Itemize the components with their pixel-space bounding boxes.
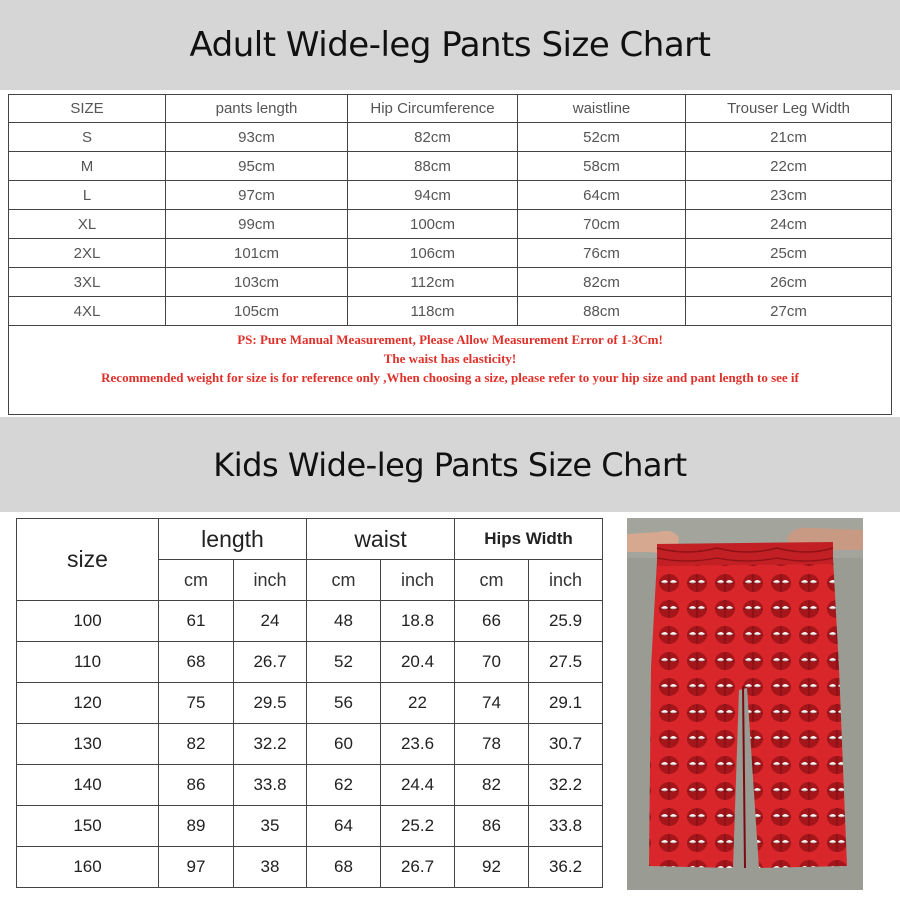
kids-cell: 75 xyxy=(159,683,234,724)
adult-cell: 4XL xyxy=(9,297,166,326)
kids-header-hips-width: Hips Width xyxy=(455,519,603,560)
adult-cell: 52cm xyxy=(518,123,686,152)
adult-cell: 105cm xyxy=(166,297,348,326)
table-row xyxy=(9,268,892,297)
table-row xyxy=(9,152,892,181)
adult-notes-row xyxy=(9,326,892,415)
adult-cell: 82cm xyxy=(348,123,518,152)
kids-cell: 26.7 xyxy=(234,642,307,683)
kids-cell: 92 xyxy=(455,847,529,888)
adult-cell: 23cm xyxy=(686,181,892,210)
adult-header-size: SIZE xyxy=(9,95,166,123)
adult-header-hip: Hip Circumference xyxy=(348,95,518,123)
kids-cell: 89 xyxy=(159,806,234,847)
kids-cell: 61 xyxy=(159,601,234,642)
kids-unit-header: inch xyxy=(381,560,455,601)
kids-cell: 25.2 xyxy=(381,806,455,847)
note-size-recommendation: Recommended weight for size is for reference only ,When choosing a size, please refer to your hip size and pant length to see if xyxy=(101,370,799,385)
kids-unit-header: cm xyxy=(307,560,381,601)
kids-cell: 140 xyxy=(17,765,159,806)
adult-cell: 64cm xyxy=(518,181,686,210)
kids-cell: 130 xyxy=(17,724,159,765)
kids-cell: 82 xyxy=(455,765,529,806)
kids-cell: 68 xyxy=(159,642,234,683)
adult-header-waistline: waistline xyxy=(518,95,686,123)
kids-size-table xyxy=(16,518,603,888)
adult-cell: 82cm xyxy=(518,268,686,297)
adult-chart-title: Adult Wide-leg Pants Size Chart xyxy=(0,0,900,90)
kids-cell: 26.7 xyxy=(381,847,455,888)
kids-cell: 27.5 xyxy=(529,642,603,683)
adult-cell: 58cm xyxy=(518,152,686,181)
kids-unit-header: cm xyxy=(455,560,529,601)
adult-cell: 70cm xyxy=(518,210,686,239)
kids-cell: 120 xyxy=(17,683,159,724)
kids-cell: 20.4 xyxy=(381,642,455,683)
adult-cell: 94cm xyxy=(348,181,518,210)
kids-cell: 24 xyxy=(234,601,307,642)
kids-cell: 74 xyxy=(455,683,529,724)
kids-cell: 32.2 xyxy=(234,724,307,765)
kids-cell: 22 xyxy=(381,683,455,724)
kids-header-size: size xyxy=(17,519,159,601)
adult-cell: 106cm xyxy=(348,239,518,268)
kids-cell: 33.8 xyxy=(234,765,307,806)
adult-header-leg-width: Trouser Leg Width xyxy=(686,95,892,123)
adult-header-row xyxy=(9,95,892,123)
adult-cell: 101cm xyxy=(166,239,348,268)
kids-cell: 97 xyxy=(159,847,234,888)
adult-cell: 21cm xyxy=(686,123,892,152)
adult-cell: 97cm xyxy=(166,181,348,210)
adult-cell: 95cm xyxy=(166,152,348,181)
kids-cell: 86 xyxy=(455,806,529,847)
kids-cell: 32.2 xyxy=(529,765,603,806)
kids-cell: 48 xyxy=(307,601,381,642)
kids-cell: 100 xyxy=(17,601,159,642)
waistband xyxy=(657,542,833,566)
table-row xyxy=(17,683,603,724)
adult-cell: 25cm xyxy=(686,239,892,268)
kids-unit-header: inch xyxy=(234,560,307,601)
kids-header-length: length xyxy=(159,519,307,560)
adult-cell: 100cm xyxy=(348,210,518,239)
adult-cell: 93cm xyxy=(166,123,348,152)
adult-cell: 22cm xyxy=(686,152,892,181)
table-row xyxy=(9,239,892,268)
kids-cell: 150 xyxy=(17,806,159,847)
adult-size-table xyxy=(8,94,892,415)
kids-cell: 70 xyxy=(455,642,529,683)
adult-cell: S xyxy=(9,123,166,152)
kids-cell: 62 xyxy=(307,765,381,806)
table-row xyxy=(9,181,892,210)
kids-cell: 78 xyxy=(455,724,529,765)
adult-cell: 118cm xyxy=(348,297,518,326)
kids-cell: 56 xyxy=(307,683,381,724)
kids-unit-header: cm xyxy=(159,560,234,601)
kids-cell: 29.5 xyxy=(234,683,307,724)
kids-cell: 86 xyxy=(159,765,234,806)
kids-cell: 52 xyxy=(307,642,381,683)
adult-cell: 26cm xyxy=(686,268,892,297)
kids-cell: 25.9 xyxy=(529,601,603,642)
note-waist-elasticity: The waist has elasticity! xyxy=(383,351,517,366)
adult-cell: 99cm xyxy=(166,210,348,239)
kids-cell: 160 xyxy=(17,847,159,888)
adult-cell: 76cm xyxy=(518,239,686,268)
kids-cell: 82 xyxy=(159,724,234,765)
kids-cell: 110 xyxy=(17,642,159,683)
note-measurement-error: PS: Pure Manual Measurement, Please Allow Measurement Error of 1-3Cm! xyxy=(237,332,663,347)
table-row xyxy=(17,806,603,847)
kids-header-waist: waist xyxy=(307,519,455,560)
adult-header-pants-length: pants length xyxy=(166,95,348,123)
kids-cell: 68 xyxy=(307,847,381,888)
adult-cell: 88cm xyxy=(518,297,686,326)
kids-cell: 60 xyxy=(307,724,381,765)
kids-unit-header: inch xyxy=(529,560,603,601)
kids-cell: 38 xyxy=(234,847,307,888)
kids-cell: 64 xyxy=(307,806,381,847)
adult-cell: 3XL xyxy=(9,268,166,297)
kids-cell: 66 xyxy=(455,601,529,642)
table-row xyxy=(17,765,603,806)
table-row xyxy=(17,601,603,642)
kids-cell: 29.1 xyxy=(529,683,603,724)
adult-cell: L xyxy=(9,181,166,210)
table-row xyxy=(17,642,603,683)
adult-cell: 2XL xyxy=(9,239,166,268)
adult-cell: M xyxy=(9,152,166,181)
kids-cell: 36.2 xyxy=(529,847,603,888)
kids-cell: 24.4 xyxy=(381,765,455,806)
kids-cell: 23.6 xyxy=(381,724,455,765)
kids-cell: 35 xyxy=(234,806,307,847)
kids-cell: 30.7 xyxy=(529,724,603,765)
table-row xyxy=(9,210,892,239)
table-row xyxy=(9,123,892,152)
adult-cell: 24cm xyxy=(686,210,892,239)
adult-cell: 112cm xyxy=(348,268,518,297)
kids-cell: 33.8 xyxy=(529,806,603,847)
adult-cell: 88cm xyxy=(348,152,518,181)
adult-cell: 27cm xyxy=(686,297,892,326)
table-row xyxy=(17,724,603,765)
adult-cell: 103cm xyxy=(166,268,348,297)
kids-cell: 18.8 xyxy=(381,601,455,642)
table-row xyxy=(9,297,892,326)
product-photo xyxy=(627,518,863,890)
adult-cell: XL xyxy=(9,210,166,239)
kids-chart-title: Kids Wide-leg Pants Size Chart xyxy=(0,417,900,512)
red-pants-image xyxy=(627,518,863,890)
kids-group-header-row xyxy=(17,519,603,560)
adult-notes xyxy=(9,326,892,415)
table-row xyxy=(17,847,603,888)
